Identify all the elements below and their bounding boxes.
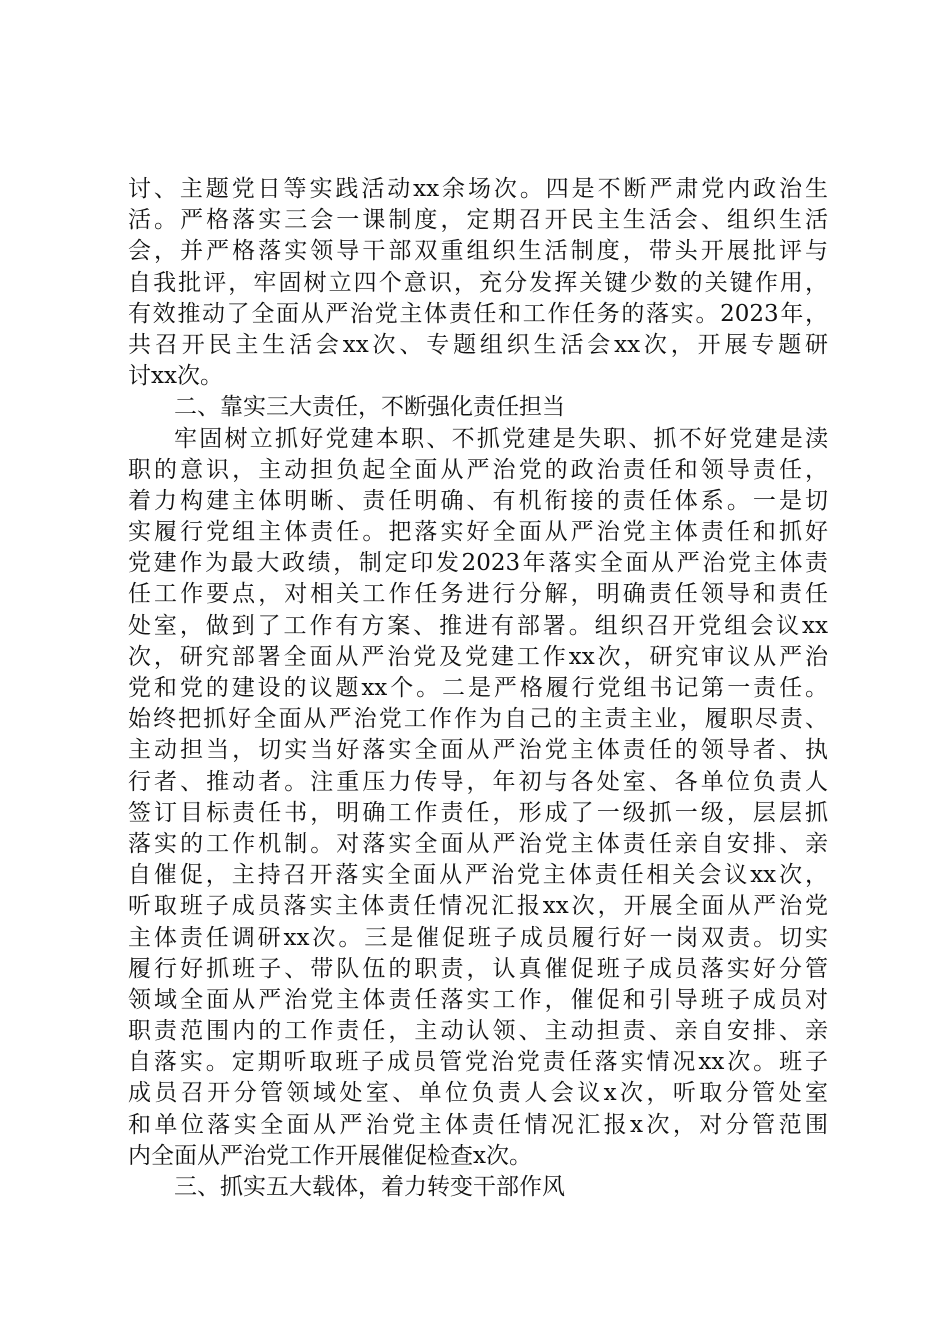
- section-heading: 二、靠实三大责任，不断强化责任担当: [174, 394, 565, 421]
- text-line: 落实的工作机制。对落实全面从严治党主体责任亲自安排、亲: [128, 830, 828, 857]
- text-line: 实履行党组主体责任。把落实好全面从严治党主体责任和抓好: [128, 519, 828, 546]
- text-line: 活。严格落实三会一课制度，定期召开民主生活会、组织生活: [128, 207, 828, 234]
- text-line: 自我批评，牢固树立四个意识，充分发挥关键少数的关键作用，: [128, 269, 828, 296]
- text-line: 和单位落实全面从严治党主体责任情况汇报x次，对分管范围: [128, 1111, 828, 1138]
- text-line: 听取班子成员落实主体责任情况汇报xx次，开展全面从严治党: [128, 893, 828, 920]
- text-line: 职的意识，主动担负起全面从严治党的政治责任和领导责任，: [128, 456, 828, 483]
- text-line: 成员召开分管领域处室、单位负责人会议x次，听取分管处室: [128, 1080, 828, 1107]
- text-line: 内全面从严治党工作开展催促检查x次。: [128, 1142, 532, 1169]
- text-line: 会，并严格落实领导干部双重组织生活制度，带头开展批评与: [128, 238, 828, 265]
- text-line: 始终把抓好全面从严治党工作作为自己的主责主业，履职尽责、: [128, 706, 828, 733]
- text-line: 讨、主题党日等实践活动xx余场次。四是不断严肃党内政治生: [128, 176, 828, 202]
- document-body: [128, 174, 828, 1203]
- text-line: 任工作要点，对相关工作任务进行分解，明确责任领导和责任: [128, 581, 828, 608]
- text-line: 主体责任调研xx次。三是催促班子成员履行好一岗双责。切实: [128, 924, 828, 951]
- text-line: 有效推动了全面从严治党主体责任和工作任务的落实。2023年，: [128, 300, 828, 327]
- text-line: 自落实。定期听取班子成员管党治党责任落实情况xx次。班子: [128, 1049, 828, 1076]
- text-line: 处室，做到了工作有方案、推进有部署。组织召开党组会议xx: [128, 612, 828, 639]
- text-line: 主动担当，切实当好落实全面从严治党主体责任的领导者、执: [128, 737, 828, 764]
- text-line: 行者、推动者。注重压力传导，年初与各处室、各单位负责人: [128, 768, 828, 795]
- text-line: 签订目标责任书，明确工作责任，形成了一级抓一级，层层抓: [128, 799, 828, 826]
- text-line: 职责范围内的工作责任，主动认领、主动担责、亲自安排、亲: [128, 1018, 828, 1045]
- text-line: 党建作为最大政绩，制定印发2023年落实全面从严治党主体责: [128, 550, 828, 577]
- text-line: 讨xx次。: [128, 363, 223, 390]
- paragraph-first-line: 牢固树立抓好党建本职、不抓党建是失职、抓不好党建是渎: [174, 425, 828, 452]
- text-line: 党和党的建设的议题xx个。二是严格履行党组书记第一责任。: [128, 675, 828, 701]
- text-line: 履行好抓班子、带队伍的职责，认真催促班子成员落实好分管: [128, 955, 828, 982]
- text-line: 自催促，主持召开落实全面从严治党主体责任相关会议xx次，: [128, 862, 828, 889]
- section-heading: 三、抓实五大载体，着力转变干部作风: [174, 1174, 565, 1200]
- text-line: 领域全面从严治党主体责任落实工作，催促和引导班子成员对: [128, 986, 828, 1013]
- text-line: 次，研究部署全面从严治党及党建工作xx次，研究审议从严治: [128, 643, 828, 670]
- text-line: 着力构建主体明晰、责任明确、有机衔接的责任体系。一是切: [128, 487, 828, 514]
- text-line: 共召开民主生活会xx次、专题组织生活会xx次，开展专题研: [128, 331, 828, 358]
